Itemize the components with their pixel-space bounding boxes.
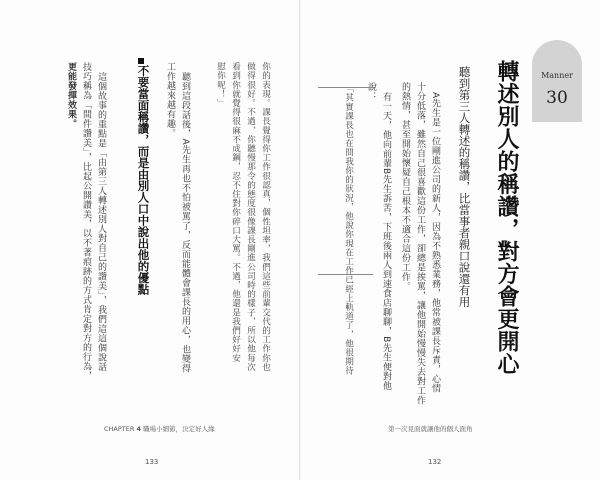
- page-gutter: [299, 0, 301, 480]
- quote-line: 慰你呢！」: [215, 62, 226, 108]
- quote-line: 「其實課長也在問我你的狀況，他說你現在工作已經上軌道了，他很期待: [343, 84, 354, 376]
- quote-line: 你的表現。課長覺得你工作很認真，個性坦率，我們這些前輩交代的工作你也: [260, 62, 271, 372]
- quote-line: 做得很好。不過，你聽慢那令的態度很像課長剛進公司時的樣子，所以他每次: [245, 62, 256, 372]
- body-line: 這個故事的重點是「由第三人轉述別人對自己的讚美」，我們這這個說話: [96, 72, 106, 372]
- body-line: A先生是一位剛進公司的新人，因為不熟悉業務，他常被課長斥責，心情: [430, 92, 440, 394]
- manner-badge: [532, 40, 582, 122]
- footer-chapter-label: CHAPTER: [104, 425, 135, 433]
- quote-line: 看到你就覺得很麻不成鋼，忍不住對你碎口大罵。不過，他還是我們好好安: [230, 62, 241, 363]
- badge-number: 30: [546, 88, 568, 108]
- section-heading: 不要當面稱讚，而是由別人口中說出他的優點: [136, 65, 151, 295]
- body-line: 十分低落，雖然自己很喜歡這份工作，卻總是挨罵，讓他開始慢慢失去對工作: [415, 82, 425, 405]
- footer-chapter-number: 4: [136, 425, 141, 433]
- body-line: 聽到這段話後，A先生再也不怕被罵了，反而能體會課長的用心，也變得: [180, 72, 190, 374]
- body-line: 技巧稱為「間件讚美」，比起公開讚美，以不著痕跡的方式肯定對方的行為，: [81, 62, 91, 381]
- chapter-title: 轉述別人的稱讚，對方會更開心: [494, 60, 519, 375]
- page-number-right: 132: [428, 458, 442, 466]
- body-line: 的熱情，甚至開始懷疑自己根本不適合這份工作。: [400, 82, 410, 291]
- chapter-subtitle: 聽到第三人轉述的稱讚，比當事者親口說還有用: [457, 66, 472, 308]
- body-line: 有一天，他向前輩B先生訴苦，下班後兩人到速食店聊聊，B先生便對他: [381, 92, 391, 391]
- page-number-left: 133: [145, 458, 159, 466]
- left-running-footer: [104, 426, 215, 433]
- body-line: 工作越來越有趣。: [165, 62, 175, 138]
- body-line: 更能發揮效果。: [66, 62, 76, 129]
- badge-label: Manner: [541, 71, 573, 80]
- body-line: 說：: [366, 82, 376, 101]
- right-running-footer: 第一次見面就讓他的個人面角: [388, 425, 473, 433]
- section-bullet: [138, 58, 144, 64]
- footer-chapter-text: 職場小細節，決定好人緣: [143, 425, 215, 433]
